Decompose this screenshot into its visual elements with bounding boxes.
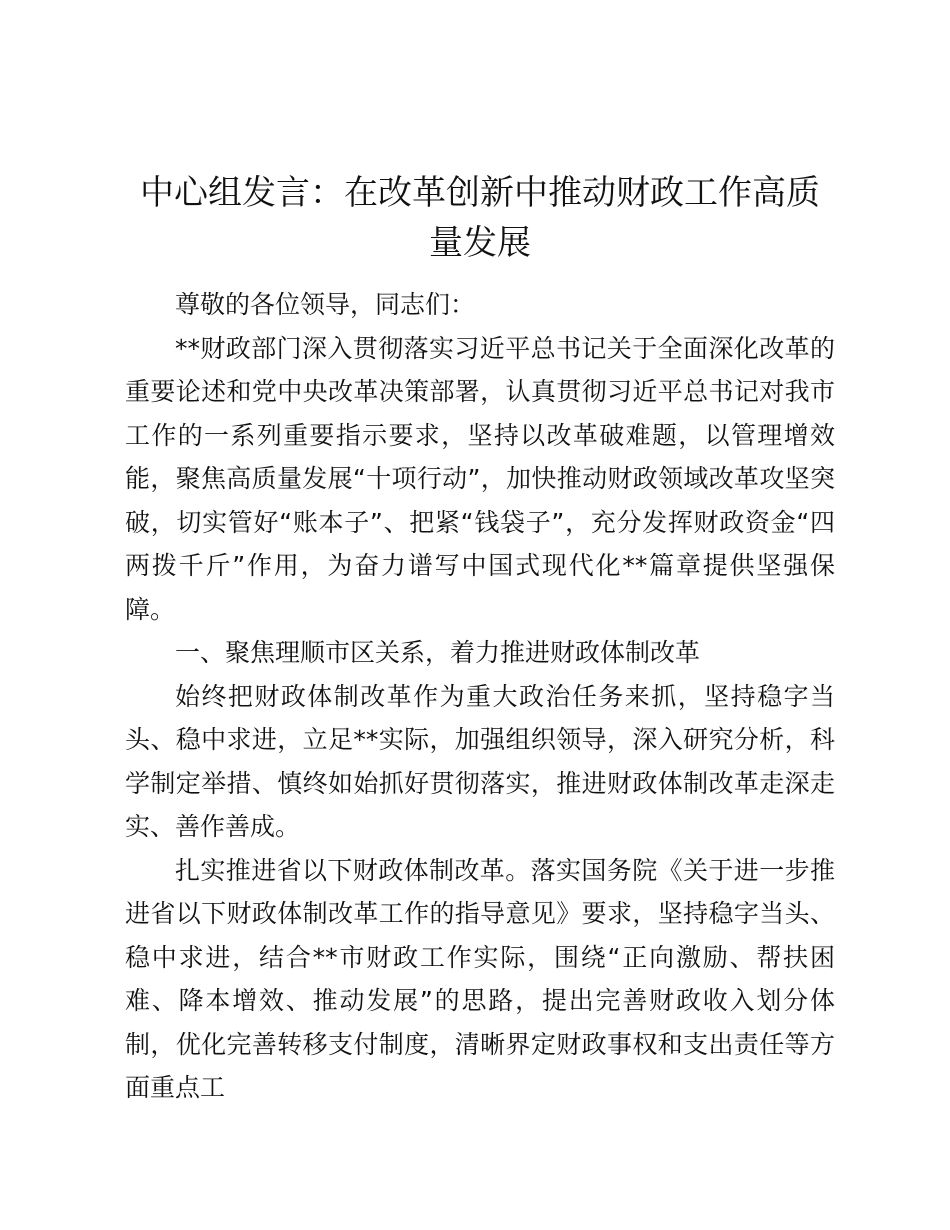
greeting: 尊敬的各位领导，同志们： — [175, 290, 476, 319]
intro-paragraph: **财政部门深入贯彻落实习近平总书记关于全面深化改革的重要论述和党中央改革决策部署，认真贯彻习近平总书记对我市工作的一系列重要指示要求，坚持以改革破难题，以管理增效能，聚焦高质量发展“十项行动”，加快推动财政领域改革攻坚突破，切实管好“账本子”、把紧“钱袋子”，充分发挥财政资金“四两拨千斤”作用，为奋力谱写中国式现代化**篇章提供坚强保障。 — [125, 333, 835, 624]
document-body — [125, 283, 835, 1110]
section-paragraph: 始终把财政体制改革作为重大政治任务来抓，坚持稳字当头、稳中求进，立足**实际，加强组织领导，深入研究分析，科学制定举措、慎终如始抓好贯彻落实，推进财政体制改革走深走实、善作善成。 — [125, 681, 835, 841]
section-heading: 一、聚焦理顺市区关系，着力推进财政体制改革 — [175, 638, 701, 667]
document-title: 中心组发言：在改革创新中推动财政工作高质量发展 — [140, 173, 820, 263]
section-paragraph: 扎实推进省以下财政体制改革。落实国务院《关于进一步推进省以下财政体制改革工作的指导意见》要求，坚持稳字当头、稳中求进，结合**市财政工作实际，围绕“正向激励、帮扶困难、降本增效、推动发展”的思路，提出完善财政收入划分体制，优化完善转移支付制度，清晰界定财政事权和支出责任等方面重点工 — [125, 855, 835, 1102]
